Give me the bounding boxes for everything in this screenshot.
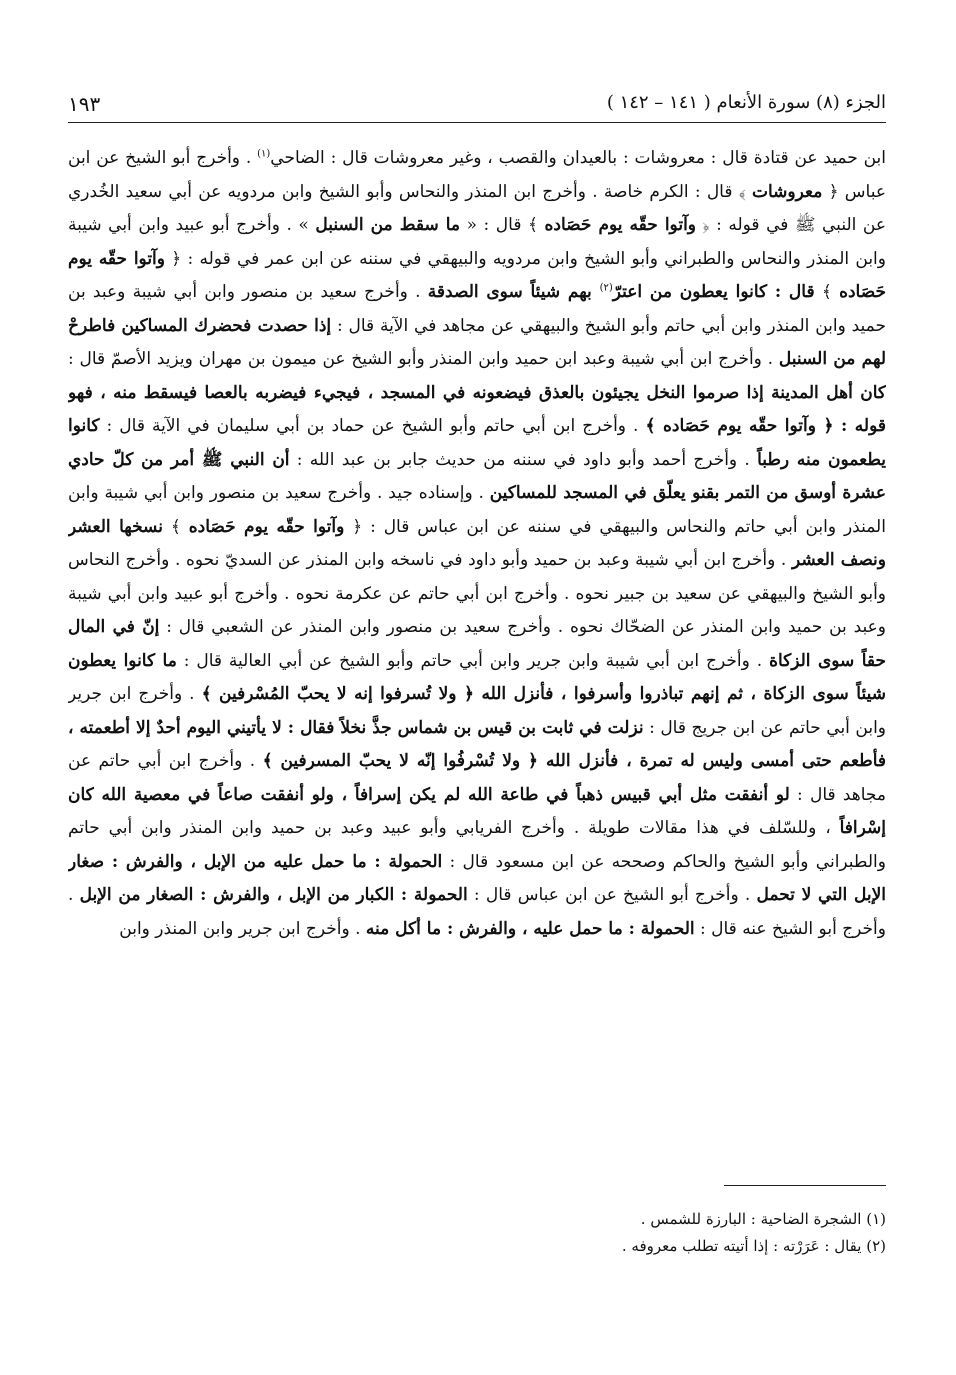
quran-quote: معروشات [751, 181, 823, 202]
hadith-quote: ما سقط من السنبل [315, 215, 461, 235]
footnote-1: (١) الشجرة الضاحية : البارزة للشمس . [640, 1210, 886, 1228]
text-run: . وأخرج ابن جرير وابن أبي حاتم عن ابن جريج قال : [68, 684, 886, 738]
text-run: ابن حميد عن قتادة قال : معروشات : بالعيدان والقصب ، وغير معروشات قال : الضاحي [270, 148, 886, 168]
text-run: . وأخرج أبو الشيخ عن ابن عباس ﴿ [68, 148, 886, 202]
narration-quote: الحمولة : ما حمل عليه ، والفرش : ما أكل منه [365, 918, 695, 939]
text-run: . وأخرج ابن أبي شيبة وعبد ابن حميد وابن المنذر وأبو الشيخ عن ميمون بن مهران ويزيد الأصمّ قال : [68, 349, 779, 369]
narration-quote: بهم شيئاً سوى الصدقة [427, 282, 600, 302]
narration-quote: الحمولة : الكبار من الإبل ، والفرش : الصغار من الإبل [79, 885, 468, 905]
text-run: . وأخرج أحمد وأبو داود في سننه من حديث جابر بن عبد الله : [289, 449, 758, 470]
running-header [68, 92, 886, 123]
narration-quote: الحمولة : ما حمل عليه من الإبل ، والفرش : صغار الإبل التي لا تحمل [68, 851, 886, 905]
quran-quote: وآتوا حقّه يوم حَصَاده [68, 248, 886, 302]
text-run: . وأخرج أبو الشيخ عنه قال : [68, 885, 886, 939]
hadith-quote: أن النبي ﷺ أمر من كلّ حادي عشرة أوسق من التمر بقنو يعلّق في المسجد للمساكين [68, 449, 886, 503]
footnote-divider [724, 1185, 886, 1186]
narration-quote: نسخها العشر ونصف العشر [68, 516, 886, 570]
footnote-2: (٢) يقال : عَرَرْته : إذا أتيته تطلب معروفه . [621, 1237, 886, 1255]
text-run: . وأخرج ابن أبي شيبة وابن جرير وابن أبي حاتم وأبو الشيخ عن أبي العالية قال : [176, 650, 770, 671]
text-run: . وأخرج ابن أبي حاتم وأبو الشيخ عن حماد بن أبي سليمان في الآية قال : [99, 416, 646, 436]
text-run: . وأخرج ابن جرير وابن المنذر وابن [119, 918, 366, 939]
text-run: ، وللسّلف في هذا مقالات طويلة . وأخرج الفريابي وأبو عبيد وعبد بن حميد وابن المنذر وابن أبي حاتم والطبراني وأبو الشيخ والحاكم وصححه عن ابن مسعود قال : [68, 818, 886, 872]
footnote-ref-2: (٢) [599, 282, 613, 294]
page-number: ١٩٣ [68, 92, 101, 116]
text-run: . وإسناده جيد . وأخرج سعيد بن منصور وابن أبي شيبة وابن المنذر وابن أبي حاتم والنحاس والبيهقي في سننه عن ابن عباس قال : ﴿ [68, 483, 886, 537]
text-run: . وأخرج أبو الشيخ عن ابن عباس قال : [467, 885, 757, 905]
quran-quote: وآتوا حقّه يوم حَصَاده [544, 215, 697, 235]
quran-quote: وآتوا حقّه يوم حَصَاده [188, 516, 345, 537]
narration-quote: قال : كانوا يعطون من اعترّ [612, 282, 815, 302]
footnote-ref-1: (١) [257, 148, 271, 160]
text-run: ﴾ [814, 282, 840, 302]
text-run: . وأخرج ابن أبي حاتم عن مجاهد قال : [68, 751, 886, 805]
text-run: . وأخرج ابن أبي شيبة وعبد بن حميد وأبو داود في ناسخه وابن المنذر عن السديّ نحوه . وأخرج النحاس وأبو الشيخ والبيهقي عن سعيد بن جبير نحوه . وأخرج ابن أبي حاتم عن عكرمة نحوه . وأخرج أبو عبيد وابن أبي شيبة وعبد بن حميد وابن المنذر عن الضحّاك نحوه . وأخرج سعيد بن منصور وابن المنذر عن الشعبي قال : [68, 550, 886, 637]
text-run: » . وأخرج أبو عبيد وابن أبي شيبة وابن المنذر والنحاس والطبراني وأبو الشيخ وابن مردويه والبيهقي في سننه عن ابن عمر في قوله : ﴿ [68, 215, 886, 269]
footnotes [68, 1206, 886, 1260]
body-text [68, 142, 886, 1157]
narration-quote: لو أنفقت مثل أبي قبيس ذهباً في طاعة الله لم يكن إسرافاً ، ولو أنفقت صاعاً في معصية الله كان إسْرافاً [68, 784, 886, 838]
running-header-title: الجزء (٨) سورة الأنعام ( ١٤١ – ١٤٢ ) [606, 92, 886, 113]
narration-quote: كانوا يطعمون منه رطباً [68, 416, 886, 470]
narration-quote: كان أهل المدينة إذا صرموا النخل يجيئون بالعذق فيضعونه في المسجد ، فيجيء فيضربه بالعصا فيسقط منه ، فهو قوله : ﴿ وآتوا حقّه يوم حَصَاده ﴾ [68, 382, 886, 436]
narration-quote: نزلت في ثابت بن قيس بن شماس جذَّ نخلاً فقال : لا يأتيني اليوم أحدٌ إلا أطعمته ، فأطعم حتى أمسى وليس له تمرة ، فأنزل الله ﴿ ولا تُسْرفُوا إنّه لا يحبّ المسرفين ﴾ [68, 717, 886, 771]
text-run: ﴾ قال : الكرم خاصة . وأخرج ابن المنذر والنحاس وأبو الشيخ وابن مردويه عن أبي سعيد الخُدري عن النبي ﷺ في قوله : ﴿ [68, 181, 886, 235]
narration-quote: إنّ في المال حقاً سوى الزكاة [68, 617, 886, 671]
narration-quote: إذا حصدت فحضرك المساكين فاطرحْ لهم من السنبل [68, 315, 886, 369]
text-run: ﴾ [162, 516, 189, 537]
text-run: . وأخرج سعيد بن منصور وابن أبي شيبة وعبد بن حميد وابن المنذر وابن أبي حاتم وأبو الشيخ والبيهقي عن مجاهد في الآية قال : [68, 282, 886, 336]
text-run: ﴾ قال : « [460, 215, 545, 235]
narration-quote: ما كانوا يعطون شيئاً سوى الزكاة ، ثم إنهم تباذروا وأسرفوا ، فأنزل الله ﴿ ولا تُسرفوا إنه لا يحبّ المُسْرفين ﴾ [68, 650, 886, 704]
